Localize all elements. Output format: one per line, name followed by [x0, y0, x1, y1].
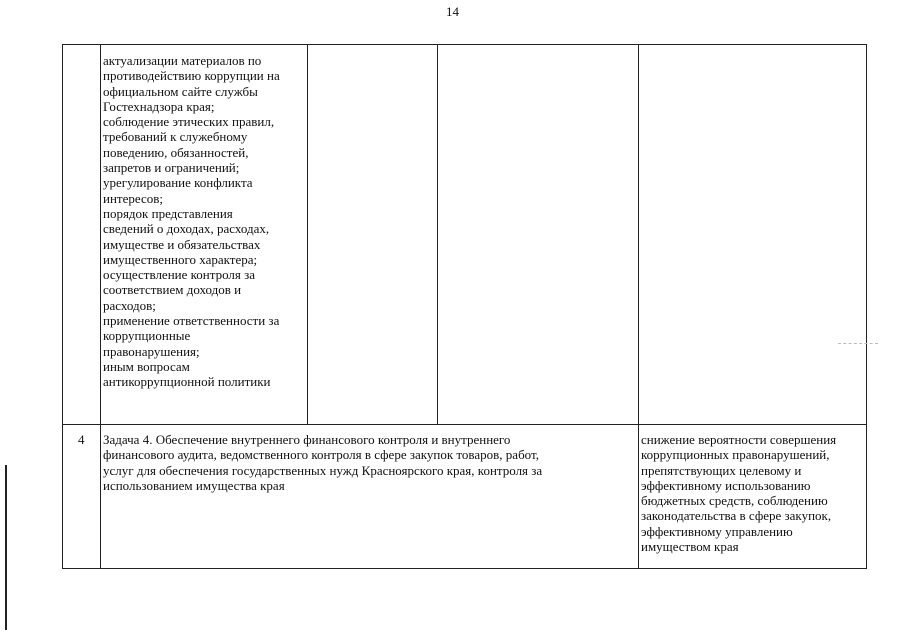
text-line: сведений о доходах, расходах,: [103, 221, 270, 237]
column-divider: [100, 45, 101, 568]
column-divider: [638, 45, 639, 568]
text-line: поведению, обязанностей,: [103, 144, 249, 160]
page-number: 14: [446, 4, 459, 19]
text-line: иным вопросам: [103, 358, 190, 374]
text-line: финансового аудита, ведомственного контроля в сфере закупок товаров, работ,: [103, 447, 539, 463]
text-line: услуг для обеспечения государственных нужд Красноярского края, контроля за: [103, 462, 543, 478]
text-line: применение ответственности за: [103, 313, 280, 329]
text-line: осуществление контроля за: [103, 267, 256, 283]
row-number: 4: [78, 432, 85, 447]
text-line: официальном сайте службы: [103, 83, 258, 99]
text-line: Гостехнадзора края;: [103, 98, 215, 114]
scan-margin-line: [5, 465, 7, 630]
text-line: правонарушения;: [103, 343, 200, 359]
row-divider: [63, 424, 866, 425]
text-line: препятствующих целевому и: [641, 462, 802, 478]
text-line: имуществе и обязательствах: [103, 236, 261, 252]
text-line: урегулирование конфликта: [103, 175, 253, 191]
text-line: антикоррупционной политики: [103, 374, 271, 390]
text-line: законодательства в сфере закупок,: [641, 508, 832, 524]
text-line: имущественного характера;: [103, 251, 258, 267]
text-line: бюджетных средств, соблюдению: [641, 493, 828, 509]
column-divider: [307, 45, 308, 424]
scan-artifact: [838, 343, 878, 345]
text-line: требований к служебному: [103, 129, 248, 145]
text-line: противодействию коррупции на: [103, 68, 280, 84]
column-divider: [437, 45, 438, 424]
text-line: Задача 4. Обеспечение внутреннего финансового контроля и внутреннего: [103, 432, 511, 447]
text-line: актуализации материалов по: [103, 53, 262, 68]
document-table: [62, 44, 867, 569]
text-line: имуществом края: [641, 539, 739, 555]
task-cell: [103, 432, 637, 493]
text-line: соблюдение этических правил,: [103, 114, 275, 130]
text-line: расходов;: [103, 297, 156, 313]
text-line: интересов;: [103, 190, 163, 206]
text-line: запретов и ограничений;: [103, 160, 240, 176]
text-line: порядок представления: [103, 205, 233, 221]
text-line: использованием имущества края: [103, 477, 285, 493]
text-line: коррупционных правонарушений,: [641, 447, 830, 463]
text-line: эффективному использованию: [641, 477, 811, 493]
text-line: снижение вероятности совершения: [641, 432, 837, 447]
text-line: соответствием доходов и: [103, 282, 242, 298]
result-cell: [641, 432, 865, 554]
text-line: эффективному управлению: [641, 523, 793, 539]
text-line: коррупционные: [103, 328, 191, 344]
activity-cell: [103, 53, 306, 390]
